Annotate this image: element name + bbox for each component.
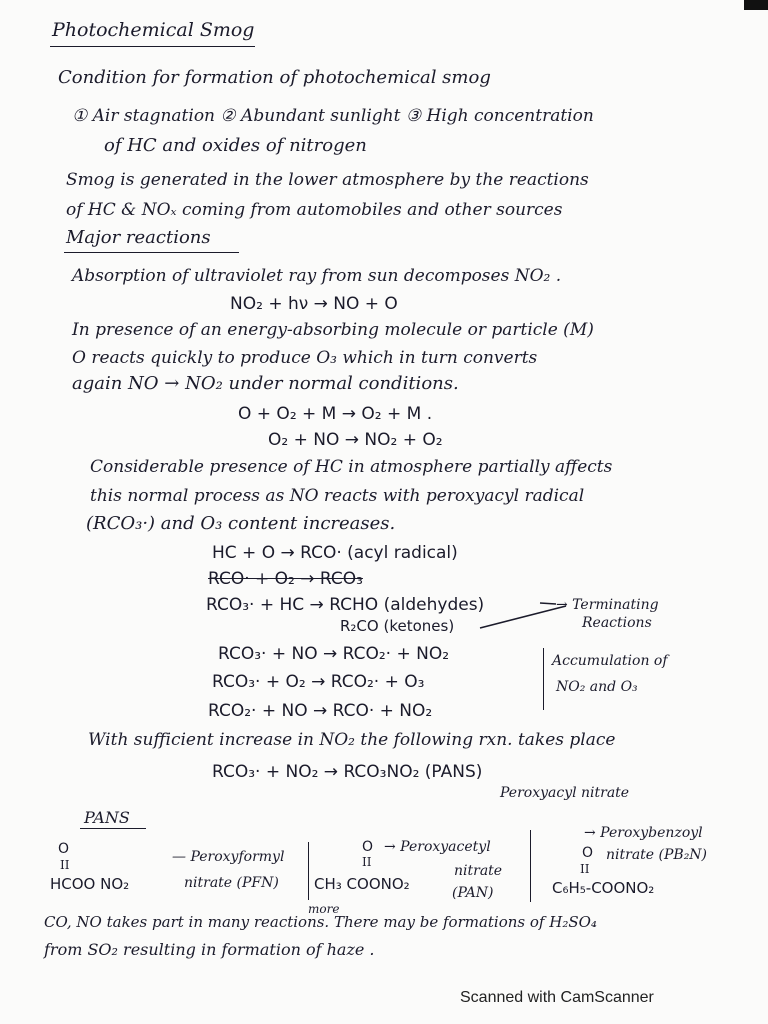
equation-9: RCO₂· + NO → RCO· + NO₂: [208, 701, 433, 721]
pan-name-2: nitrate: [454, 863, 503, 879]
equation-8: RCO₃· + O₂ → RCO₂· + O₃: [212, 672, 425, 692]
pfn-name-2: nitrate (PFN): [184, 875, 279, 891]
considerable-line-1: Considerable presence of HC in atmosphere partially affects: [90, 457, 613, 477]
page-title: Photochemical Smog: [52, 19, 255, 41]
pbzn-carbonyl-o: O: [582, 845, 594, 861]
pbzn-name-2: nitrate (PB₂N): [606, 847, 708, 863]
equation-3: O₂ + NO → NO₂ + O₂: [268, 430, 443, 450]
pfn-formula: HCOO NO₂: [50, 875, 130, 893]
considerable-line-2: this normal process as NO reacts with peroxyacyl radical: [90, 486, 585, 506]
pfn-double-bond: II: [60, 858, 70, 872]
presence-line-1: In presence of an energy-absorbing molecule or particle (M): [72, 320, 594, 340]
pan-abbrev: (PAN): [452, 885, 494, 901]
equation-2: O + O₂ + M → O₂ + M .: [238, 404, 433, 424]
condition-list-cont: of HC and oxides of nitrogen: [104, 135, 367, 156]
peroxyacyl-nitrate-label: Peroxyacyl nitrate: [500, 785, 630, 801]
terminating-arrow-1: [540, 603, 556, 604]
pan-carbonyl-o: O: [362, 839, 374, 855]
pan-formula: CH₃ COONO₂: [314, 875, 410, 893]
pans-heading: PANS: [84, 808, 130, 827]
considerable-line-3: (RCO₃·) and O₃ content increases.: [86, 513, 396, 534]
more-insertion: more: [308, 902, 340, 916]
condition-list: ① Air stagnation ② Abundant sunlight ③ High concentration: [72, 106, 594, 126]
accumulation-label: Accumulation of: [552, 653, 668, 669]
pbzn-formula: C₆H₅-COONO₂: [552, 879, 655, 897]
absorption-line: Absorption of ultraviolet ray from sun decomposes NO₂ .: [72, 266, 562, 286]
pbzn-name-1: → Peroxybenzoyl: [584, 825, 703, 841]
terminating-label: → Terminating: [556, 597, 659, 613]
equation-7: RCO₃· + NO → RCO₂· + NO₂: [218, 644, 450, 664]
sufficient-line: With sufficient increase in NO₂ the following rxn. takes place: [88, 730, 616, 750]
accumulation-species: NO₂ and O₃: [556, 679, 638, 695]
equation-6: RCO₃· + HC → RCHO (aldehydes): [206, 595, 485, 615]
equation-5-struck: RCO· + O₂ → RCO₃: [208, 569, 363, 589]
major-reactions-heading: Major reactions: [66, 227, 211, 248]
presence-line-3: again NO → NO₂ under normal conditions.: [72, 373, 459, 394]
terminating-arrow-2: [480, 606, 566, 628]
condition-heading: Condition for formation of photochemical smog: [58, 67, 491, 88]
pan-double-bond: II: [362, 855, 372, 869]
final-line-2: from SO₂ resulting in formation of haze .: [44, 940, 375, 959]
pfn-carbonyl-o: O: [58, 841, 70, 857]
equation-4: HC + O → RCO· (acyl radical): [212, 543, 458, 563]
smog-line-1: Smog is generated in the lower atmosphere by the reactions: [66, 170, 589, 190]
pbzn-double-bond: II: [580, 862, 590, 876]
equation-1: NO₂ + hν → NO + O: [230, 294, 398, 314]
presence-line-2: O reacts quickly to produce O₃ which in turn converts: [72, 348, 538, 368]
pan-name-1: → Peroxyacetyl: [384, 839, 491, 855]
scanner-watermark: Scanned with CamScanner: [460, 989, 654, 1006]
final-line-1: CO, NO takes part in many reactions. There may be formations of H₂SO₄: [44, 913, 597, 931]
equation-6-ketones: R₂CO (ketones): [340, 617, 455, 635]
pfn-name-1: — Peroxyformyl: [172, 849, 285, 865]
reactions-label: Reactions: [582, 615, 652, 631]
smog-line-2: of HC & NOₓ coming from automobiles and other sources: [66, 200, 563, 220]
equation-10: RCO₃· + NO₂ → RCO₃NO₂ (PANS): [212, 762, 483, 782]
